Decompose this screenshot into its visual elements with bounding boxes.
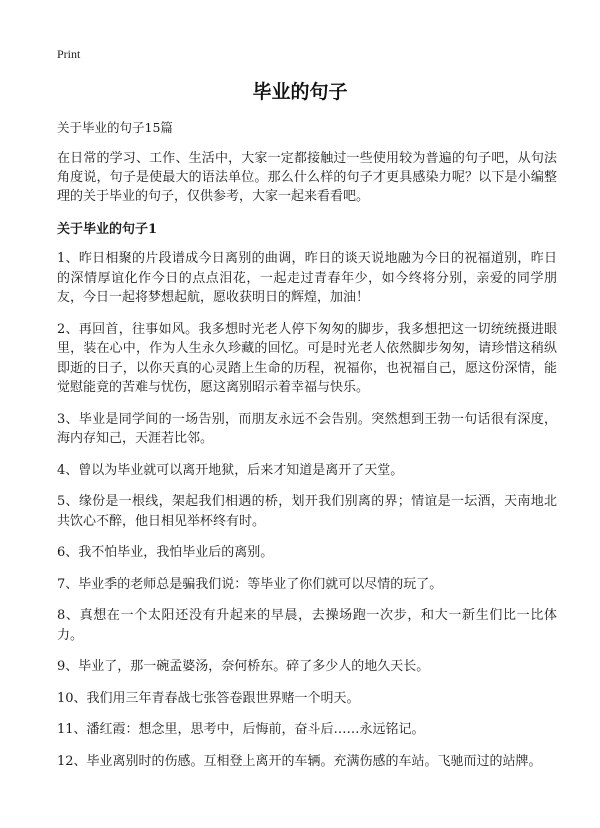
sentence-entry-8: 8、真想在一个太阳还没有升起来的早晨，去操场跑一次步，和大一新生们比一比体力。 [57,608,557,643]
sentence-entry-10: 10、我们用三年青春战七张答卷跟世界赌一个明天。 [57,690,360,706]
sentence-entry-9: 9、毕业了，那一碗孟婆汤，奈何桥东。碎了多少人的地久天长。 [57,659,430,674]
sentence-entry-7: 7、毕业季的老师总是骗我们说：等毕业了你们就可以尽情的玩了。 [57,576,443,592]
intro-paragraph: 在日常的学习、工作、生活中，大家一定都接触过一些使用较为普遍的句子吧，从句法角度说，句子是使最大的语法单位。那么什么样的句子才更具感染力呢？以下是小编整理的关于毕业的句子，仅供参考，大家一起来看看吧。 [57,151,557,204]
article-subtitle: 关于毕业的句子15篇 [57,120,173,135]
section-heading: 关于毕业的句子1 [57,222,158,237]
sentence-entry-5: 5、缘份是一根线，架起我们相遇的桥，划开我们别离的界；情谊是一坛酒，天南地北共饮心不醉，他日相见举杯终有时。 [57,494,557,529]
page-title: 毕业的句子 [252,81,348,103]
sentence-entry-11: 11、潘红霞：想念里，思考中，后悔前，奋斗后……永远铭记。 [57,722,425,737]
sentence-entry-1: 1、昨日相聚的片段谱成今日离别的曲调，昨日的谈天说地融为今日的祝福道别，昨日的深情厚谊化作今日的点点泪花，一起走过青春年少，如今终将分别，亲爱的同学朋友，今日一起将梦想起航，愿收获明日的辉煌，加油！ [57,251,557,305]
sentence-entry-4: 4、曾以为毕业就可以离开地狱，后来才知道是离开了天堂。 [57,462,404,478]
sentence-entry-6: 6、我不怕毕业，我怕毕业后的离别。 [57,545,274,560]
sentence-entry-12: 12、毕业离别时的伤感。互相登上离开的车辆。充满伤感的车站。飞驰而过的站牌。 [57,753,542,769]
sentence-entry-3: 3、毕业是同学间的一场告别，而朋友永远不会告别。突然想到王勃一句话很有深度，海内存知己，天涯若比邻。 [57,411,557,446]
print-link[interactable]: Print [57,47,81,61]
sentence-entry-2: 2、再回首，往事如风。我多想时光老人停下匆匆的脚步，我多想把这一切统统摄进眼里，装在心中，作为人生永久珍藏的回忆。可是时光老人依然脚步匆匆，请珍惜这稍纵即逝的日子，以你天真的心灵踏上生命的历程，祝福你，也祝福自己，愿这份深情，能觉慰能竟的苦难与忧伤，愿这离别昭示着幸福与快乐。 [57,321,557,395]
article-body [57,119,557,783]
